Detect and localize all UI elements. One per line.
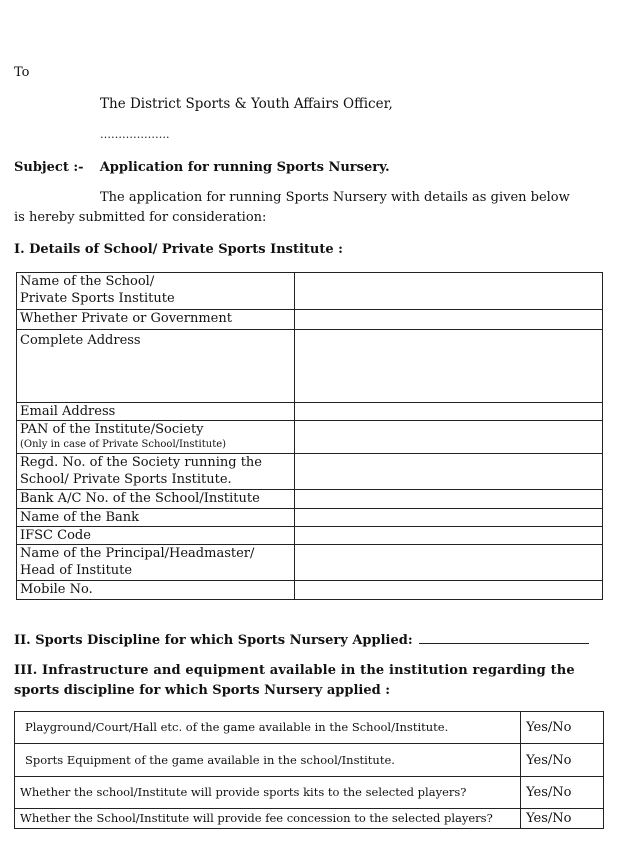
field-label: Regd. No. of the Society running the School/ Private Sports Institute. bbox=[17, 454, 295, 490]
section-2-heading: II. Sports Discipline for which Sports Nursery Applied: bbox=[14, 633, 589, 648]
yes-no-answer[interactable]: Yes/No bbox=[521, 712, 604, 744]
field-label: Bank A/C No. of the School/Institute bbox=[17, 490, 295, 509]
field-label: Name of the Bank bbox=[17, 509, 295, 527]
field-note: (Only in case of Private School/Institute) bbox=[20, 439, 227, 450]
table-row bbox=[17, 581, 603, 600]
question-cell: Whether the School/Institute will provide fee concession to the selected players? bbox=[15, 809, 521, 829]
table-row bbox=[15, 777, 604, 809]
to-label: To bbox=[14, 65, 30, 80]
section-1-heading: I. Details of School/ Private Sports Institute : bbox=[14, 242, 343, 257]
field-value-cell[interactable] bbox=[294, 330, 602, 403]
yes-no-answer[interactable]: Yes/No bbox=[521, 744, 604, 777]
field-value-cell[interactable] bbox=[294, 454, 602, 490]
table-row bbox=[15, 712, 604, 744]
question-cell: Whether the school/Institute will provide sports kits to the selected players? bbox=[15, 777, 521, 809]
table-row bbox=[17, 545, 603, 581]
table-row bbox=[17, 490, 603, 509]
field-value-cell[interactable] bbox=[294, 581, 602, 600]
intro-line-2: is hereby submitted for consideration: bbox=[14, 210, 267, 225]
field-label: Name of the Principal/Headmaster/ Head of Institute bbox=[17, 545, 295, 581]
infrastructure-table bbox=[14, 711, 604, 829]
yes-no-answer[interactable]: Yes/No bbox=[521, 809, 604, 829]
field-label: Mobile No. bbox=[17, 581, 295, 600]
field-label: Name of the School/ Private Sports Institute bbox=[17, 273, 295, 310]
field-value-cell[interactable] bbox=[294, 421, 602, 454]
section-3-heading-line-2: sports discipline for which Sports Nursery applied : bbox=[14, 683, 391, 698]
field-value-cell[interactable] bbox=[294, 273, 602, 310]
field-value-cell[interactable] bbox=[294, 509, 602, 527]
sports-discipline-blank-line[interactable] bbox=[419, 633, 589, 644]
field-label: Email Address bbox=[17, 403, 295, 421]
field-value-cell[interactable] bbox=[294, 403, 602, 421]
field-value-cell[interactable] bbox=[294, 545, 602, 581]
question-cell: Sports Equipment of the game available in the school/Institute. bbox=[15, 744, 521, 777]
table-row bbox=[17, 527, 603, 545]
field-value-cell[interactable] bbox=[294, 527, 602, 545]
addressee: The District Sports & Youth Affairs Officer, bbox=[100, 96, 393, 112]
subject-line bbox=[14, 160, 390, 175]
table-row bbox=[17, 273, 603, 310]
field-label: Whether Private or Government bbox=[17, 310, 295, 330]
table-row bbox=[17, 421, 603, 454]
question-cell: Playground/Court/Hall etc. of the game available in the School/Institute. bbox=[15, 712, 521, 744]
table-row bbox=[15, 744, 604, 777]
subject-text: Application for running Sports Nursery. bbox=[99, 160, 390, 175]
field-value-cell[interactable] bbox=[294, 490, 602, 509]
table-row bbox=[17, 403, 603, 421]
section-3-heading-line-1: III. Infrastructure and equipment available in the institution regarding the bbox=[14, 663, 575, 678]
table-row bbox=[17, 454, 603, 490]
yes-no-answer[interactable]: Yes/No bbox=[521, 777, 604, 809]
table-row bbox=[17, 509, 603, 527]
intro-line-1: The application for running Sports Nursery with details as given below bbox=[100, 190, 570, 205]
school-details-table bbox=[16, 272, 603, 600]
table-row bbox=[17, 310, 603, 330]
subject-label: Subject :- bbox=[14, 160, 84, 175]
table-row bbox=[15, 809, 604, 829]
table-row bbox=[17, 330, 603, 403]
field-label: PAN of the Institute/Society (Only in case of Private School/Institute) bbox=[17, 421, 295, 454]
field-label: Complete Address bbox=[17, 330, 295, 403]
field-label: IFSC Code bbox=[17, 527, 295, 545]
addressee-placeholder-dots: ………………. bbox=[100, 128, 170, 141]
field-value-cell[interactable] bbox=[294, 310, 602, 330]
